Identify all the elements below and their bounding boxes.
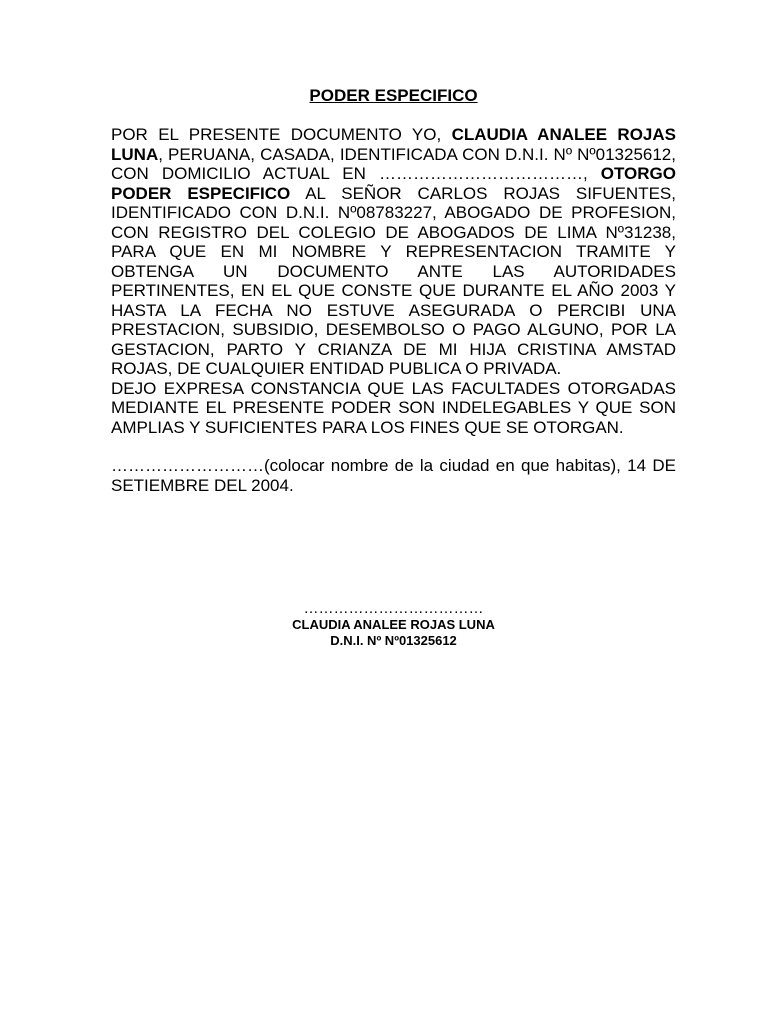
place-date-line: ………………………(colocar nombre de la ciudad en que habitas), 14 DE SETIEMBRE DEL 2004. xyxy=(111,456,676,495)
signature-line: ……………………………… xyxy=(303,600,484,617)
signer-dni: D.N.I. Nº Nº01325612 xyxy=(330,633,457,648)
body-paragraph-2: DEJO EXPRESA CONSTANCIA QUE LAS FACULTADES OTORGADAS MEDIANTE EL PRESENTE PODER SON INDELEGABLES Y QUE SON AMPLIAS Y SUFICIENTES PARA LOS FINES QUE SE OTORGAN. xyxy=(111,378,676,437)
document-page xyxy=(111,86,676,495)
paragraph-gap xyxy=(111,437,676,456)
signer-name: CLAUDIA ANALEE ROJAS LUNA xyxy=(292,617,495,632)
p1-intro-text: POR EL PRESENTE DOCUMENTO YO, xyxy=(111,125,452,144)
p1-mid-text: , PERUANA, CASADA, IDENTIFICADA CON D.N.I. Nº Nº01325612, CON DOMICILIO ACTUAL EN ………………………………, xyxy=(111,144,676,183)
document-title: PODER ESPECIFICO xyxy=(309,86,478,105)
grant-phrase: OTORGO PODER ESPECIFICO xyxy=(111,164,676,203)
signature-block xyxy=(111,600,676,649)
p1-rest-text: AL SEÑOR CARLOS ROJAS SIFUENTES, IDENTIFICADO CON D.N.I. Nº08783227, ABOGADO DE PROFESION, CON REGISTRO DEL COLEGIO DE ABOGADOS DE LIMA Nº31238, PARA QUE EN MI NOMBRE Y REPRESENTACION TRAMITE Y OBTENGA UN DOCUMENTO ANTE LAS AUTORIDADES PERTINENTES, EN EL QUE CONSTE QUE DURANTE EL AÑO 2003 Y HASTA LA FECHA NO ESTUVE ASEGURADA O PERCIBI UNA PRESTACION, SUBSIDIO, DESEMBOLSO O PAGO ALGUNO, POR LA GESTACION, PARTO Y CRIANZA DE MI HIJA CRISTINA AMSTAD ROJAS, DE CUALQUIER ENTIDAD PUBLICA O PRIVADA. xyxy=(111,183,676,378)
grantor-name: CLAUDIA ANALEE ROJAS LUNA xyxy=(111,125,677,164)
body-paragraph-1 xyxy=(111,125,676,379)
